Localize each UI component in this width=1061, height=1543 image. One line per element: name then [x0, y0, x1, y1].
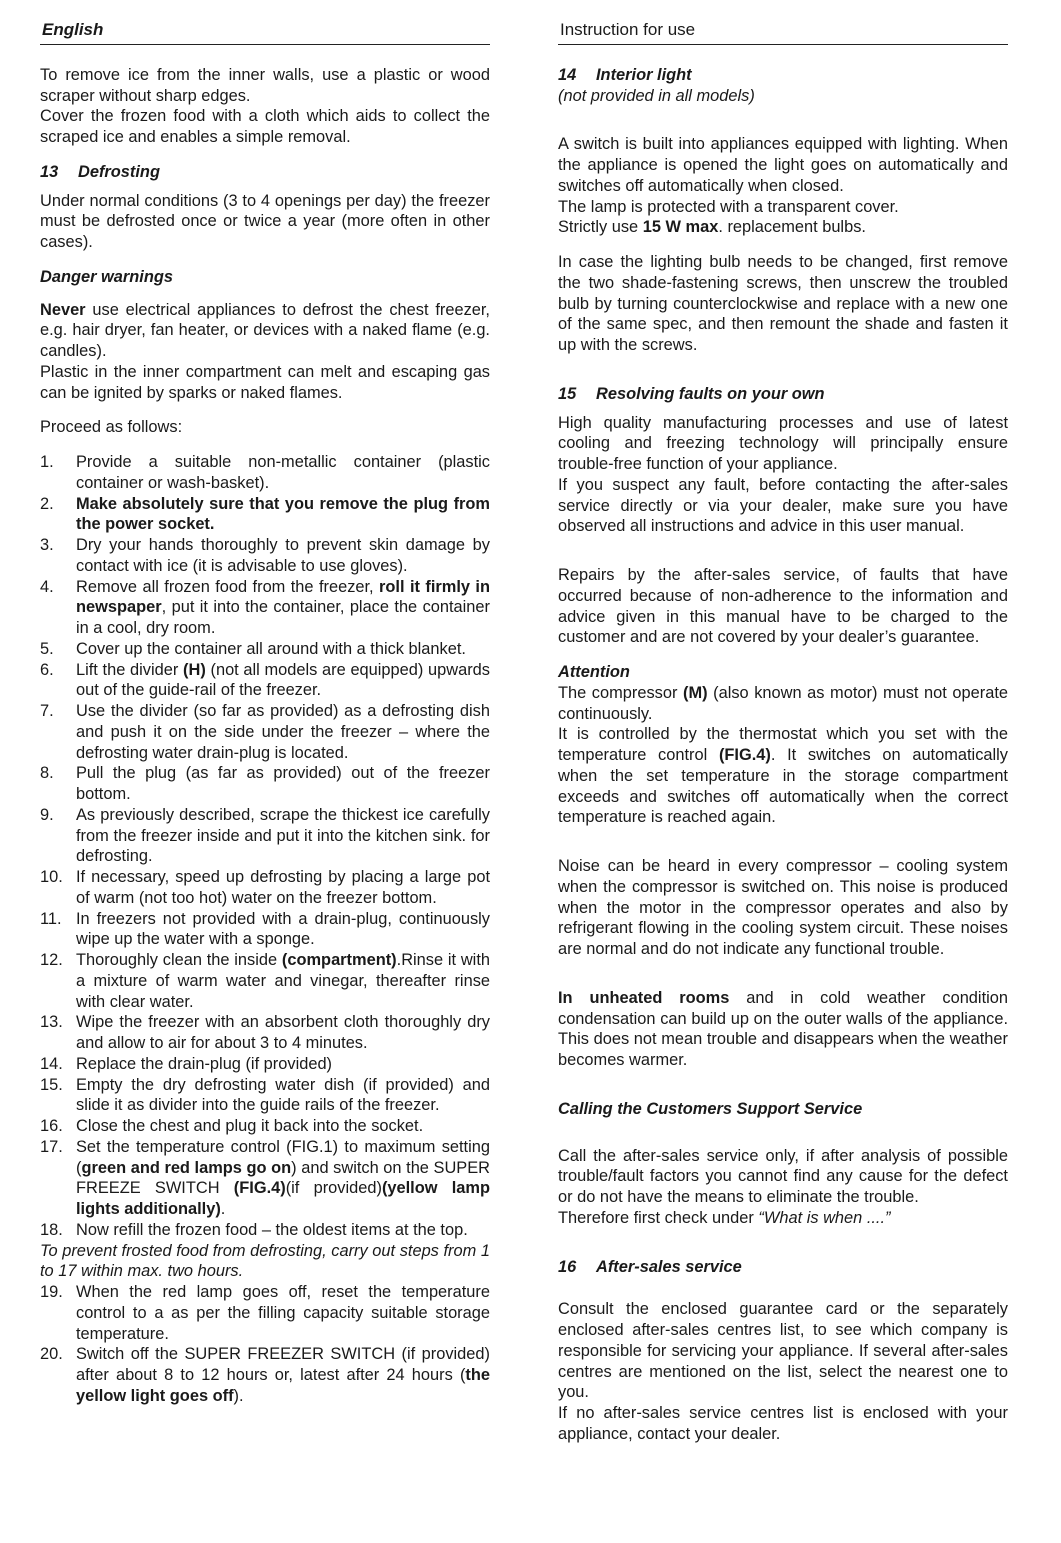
- paragraph: [558, 413, 1008, 475]
- section-heading: [40, 162, 490, 183]
- step-number: 17.: [40, 1137, 63, 1156]
- paragraph-group: [40, 417, 490, 438]
- step-number: 19.: [40, 1283, 63, 1301]
- list-item: [40, 1344, 490, 1406]
- text-run: Cover up the container all around with a thick blanket.: [76, 639, 466, 658]
- paragraph: [558, 683, 1008, 725]
- list-item: [40, 909, 490, 951]
- list-item: [40, 494, 490, 536]
- text-run: Wipe the freezer with an absorbent cloth thoroughly dry and allow to air for about 3 to 4 minutes.: [76, 1013, 490, 1052]
- text-run: Remove all frozen food from the freezer,: [76, 577, 380, 596]
- list-item: [40, 867, 490, 909]
- spacer: [558, 974, 1008, 988]
- bold-text: the yellow light goes off: [76, 1366, 490, 1405]
- section-number: 16: [558, 1257, 577, 1276]
- bold-text: (yellow lamp lights additionally): [76, 1179, 490, 1218]
- text-run: In case the lighting bulb needs to be changed, first remove the two shade-fastening screws, then unscrew the troubled bulb by turning counterclockwise and replace with a new one of the same spec, and then remount the shade and fasten it up with the screws.: [558, 253, 1008, 354]
- section-number: 13: [40, 162, 59, 181]
- text-run: . It switches on automatically when the set temperature in the storage compartment exceeds and switches off automatically when the correct temperature is reached again.: [558, 746, 1008, 827]
- bold-text: (H): [183, 660, 206, 679]
- text-run: Noise can be heard in every compressor – cooling system when the compressor is switched on. This noise is produced when the motor in the compressor operates and also by refrigerant flowing in the cooling system circuit. These noises are normal and do not indicate any functional trouble.: [558, 857, 1008, 958]
- text-run: Call the after-sales service only, if after analysis of possible trouble/fault factors you cannot find any cause for the defect or do not have the means to eliminate the trouble.: [558, 1146, 1008, 1206]
- page-header-title: Instruction for use: [558, 20, 1008, 45]
- list-item: [40, 1137, 490, 1220]
- text-run: .Rinse it with a mixture of warm water and vinegar, thereafter rinse with clear water.: [76, 951, 490, 1011]
- paragraph-group: [558, 683, 1008, 828]
- page-header-language: English: [40, 20, 490, 45]
- paragraph: [558, 134, 1008, 196]
- paragraph-group: [40, 191, 490, 253]
- bold-text: Make absolutely sure that you remove the plug from the power socket.: [76, 494, 490, 534]
- paragraph-group: [558, 413, 1008, 538]
- paragraph-group: [558, 1299, 1008, 1444]
- section-title: Interior light: [596, 65, 692, 84]
- list-item: [40, 763, 490, 805]
- paragraph: [558, 86, 1008, 107]
- bold-text: Never: [40, 300, 86, 319]
- text-run: Plastic in the inner compartment can melt and escaping gas can be ignited by sparks or naked flames.: [40, 362, 490, 402]
- spacer: [558, 120, 1008, 134]
- paragraph-group: [40, 65, 490, 148]
- text-run: Lift the divider: [76, 660, 184, 679]
- paragraph-group: [558, 988, 1008, 1071]
- right-column: [558, 20, 1008, 1459]
- list-item: [40, 452, 490, 494]
- list-item: [40, 1075, 490, 1117]
- text-run: In freezers not provided with a drain-plug, continuously wipe up the water with a sponge.: [76, 909, 490, 949]
- paragraph: [40, 417, 490, 438]
- list-item: [40, 701, 490, 763]
- step-number: 11.: [40, 909, 62, 928]
- text-run: The compressor: [558, 683, 683, 702]
- text-run: As previously described, scrape the thickest ice carefully from the freezer inside and put it into the kitchen sink. for defrosting.: [76, 805, 490, 866]
- subheading: Calling the Customers Support Service: [558, 1099, 863, 1118]
- text-run: .: [220, 1200, 226, 1218]
- paragraph-group: [558, 1146, 1008, 1229]
- text-run: Thoroughly clean the inside: [76, 951, 282, 969]
- left-column: [40, 20, 490, 1407]
- list-item: [40, 639, 490, 660]
- paragraph: [558, 252, 1008, 356]
- bold-text: (compartment): [281, 951, 397, 969]
- text-run: When the red lamp goes off, reset the temperature control to a as per the filling capacity suitable storage temperature.: [76, 1283, 490, 1343]
- text-run: Use the divider (so far as provided) as a defrosting dish and push it on the side under the freezer – where the defrosting water drain-plug is located.: [76, 702, 490, 762]
- paragraph-group: [558, 86, 1008, 107]
- text-run: use electrical appliances to defrost the chest freezer, e.g. hair dryer, fan heater, or devices with a naked flame (e.g. candles).: [40, 300, 490, 360]
- paragraph: [558, 197, 1008, 218]
- list-item: [40, 1282, 490, 1344]
- paragraph-group: [40, 300, 490, 404]
- step-number: 18.: [40, 1220, 63, 1239]
- list-note: [40, 1241, 490, 1283]
- paragraph-group: [558, 565, 1008, 648]
- bold-text: 15 W max: [642, 218, 719, 237]
- list-item: [40, 805, 490, 867]
- section-title: After-sales service: [596, 1257, 742, 1276]
- paragraph: [558, 1299, 1008, 1403]
- text-run: It is controlled by the thermostat which you set with the temperature control: [558, 725, 1008, 764]
- text-run: Switch off the SUPER FREEZER SWITCH (if provided) after about 8 to 12 hours or, latest after 24 hours (: [76, 1345, 490, 1384]
- step-number: 10.: [40, 868, 63, 886]
- text-run: Provide a suitable non-metallic container (plastic container or wash-basket).: [76, 453, 490, 492]
- step-number: 20.: [40, 1345, 63, 1364]
- instruction-steps-list: [40, 452, 490, 1407]
- spacer: [558, 1285, 1008, 1299]
- text-run: To remove ice from the inner walls, use a plastic or wood scraper without sharp edges.: [40, 65, 490, 105]
- text-run: Proceed as follows:: [40, 418, 183, 437]
- text-run: Set the temperature control (FIG.1) to maximum setting (: [76, 1137, 490, 1177]
- text-run: and in cold weather condition condensation can build up on the outer walls of the appliance. This does not mean trouble and disappears when the weather becomes warmer.: [558, 988, 1008, 1069]
- text-run: Under normal conditions (3 to 4 openings per day) the freezer must be defrosted once or twice a year (more often in other cases).: [40, 191, 490, 251]
- paragraph: [558, 724, 1008, 828]
- paragraph: [40, 300, 490, 362]
- paragraph: [40, 106, 490, 148]
- paragraph: [558, 988, 1008, 1071]
- list-item: [40, 1012, 490, 1054]
- text-run: Now refill the frozen food – the oldest items at the top.: [76, 1220, 468, 1239]
- text-run: . replacement bulbs.: [718, 218, 866, 237]
- step-number: 6.: [40, 660, 54, 679]
- list-item: [40, 1116, 490, 1137]
- right-column-body: [558, 65, 1008, 1445]
- bold-text: green and red lamps go on: [81, 1158, 292, 1177]
- paragraph: [558, 856, 1008, 960]
- text-run: ).: [233, 1386, 244, 1405]
- section-heading: [558, 1257, 1008, 1278]
- subheading: Attention: [558, 663, 630, 681]
- paragraph: [558, 475, 1008, 537]
- text-run: To prevent frosted food from defrosting, carry out steps from 1 to 17 within max. two hours.: [40, 1241, 490, 1281]
- spacer: [558, 370, 1008, 384]
- spacer: [558, 842, 1008, 856]
- step-number: 15.: [40, 1075, 63, 1094]
- list-item: [40, 660, 490, 702]
- step-number: 13.: [40, 1013, 63, 1032]
- paragraph: [558, 1208, 1008, 1229]
- section-title: Resolving faults on your own: [596, 384, 825, 403]
- bold-text: roll it firmly in newspaper: [76, 577, 490, 617]
- step-number: 5.: [40, 639, 54, 658]
- left-column-body: [40, 65, 490, 1407]
- text-run: Dry your hands thoroughly to prevent skin damage by contact with ice (it is advisable to use gloves).: [76, 536, 490, 575]
- text-run: Close the chest and plug it back into the socket.: [76, 1117, 424, 1135]
- step-number: 14.: [40, 1054, 63, 1073]
- paragraph: [558, 1146, 1008, 1208]
- bold-text: (M): [683, 683, 708, 702]
- section-number: 14: [558, 65, 577, 84]
- subheading: Danger warnings: [40, 267, 173, 286]
- step-number: 4.: [40, 577, 54, 596]
- spacer: [558, 551, 1008, 565]
- text-run: (if provided): [285, 1179, 382, 1198]
- paragraph: [558, 565, 1008, 648]
- paragraph: [40, 362, 490, 404]
- spacer: [558, 1132, 1008, 1146]
- text-run: If necessary, speed up defrosting by placing a large pot of warm (not too hot) water on the freezer bottom.: [76, 868, 490, 907]
- text-run: Therefore first check under: [558, 1208, 759, 1227]
- text-run: If you suspect any fault, before contacting the after-sales service directly or via your dealer, make sure you have observed all instructions and advice in this user manual.: [558, 475, 1008, 536]
- list-item: [40, 535, 490, 577]
- text-run: (also known as motor) must not operate continuously.: [558, 683, 1008, 723]
- step-number: 1.: [40, 453, 54, 471]
- step-number: 3.: [40, 536, 54, 554]
- spacer: [558, 1085, 1008, 1099]
- paragraph: [558, 1403, 1008, 1445]
- section-title: Defrosting: [78, 162, 160, 181]
- step-number: 12.: [40, 951, 63, 969]
- section-number: 15: [558, 384, 577, 403]
- text-run: Consult the enclosed guarantee card or the separately enclosed after-sales centres list, to see which company is responsible for servicing your appliance. If several after-sales centres are mentioned on the list, select the nearest one to you.: [558, 1300, 1008, 1402]
- text-run: Repairs by the after-sales service, of faults that have occurred because of non-adherence to the information and advice given in this manual have to be charged to the customer and are not covered by your dealer’s guarantee.: [558, 566, 1008, 647]
- text-run: Pull the plug (as far as provided) out of the freezer bottom.: [76, 764, 490, 803]
- section-heading: [558, 65, 1008, 86]
- paragraph-group: [558, 134, 1008, 238]
- spacer: [558, 1243, 1008, 1257]
- paragraph-group: [558, 856, 1008, 960]
- text-run: A switch is built into appliances equipped with lighting. When the appliance is opened the light goes on automatically and switches off automatically when closed.: [558, 135, 1008, 195]
- list-item: [40, 950, 490, 1012]
- list-item: [40, 1220, 490, 1241]
- step-number: 16.: [40, 1117, 63, 1135]
- text-run: ) and switch on the SUPER FREEZE SWITCH: [76, 1158, 490, 1198]
- text-run: High quality manufacturing processes and use of latest cooling and freezing technology will principally ensure trouble-free function of your appliance.: [558, 413, 1008, 473]
- paragraph: [40, 65, 490, 107]
- step-number: 9.: [40, 805, 54, 824]
- step-number: 2.: [40, 494, 54, 513]
- bold-text: (FIG.4): [233, 1179, 286, 1198]
- step-number: 8.: [40, 764, 54, 783]
- italic-text: “What is when ....”: [758, 1208, 891, 1227]
- text-run: (not all models are equipped) upwards out of the guide-rail of the freezer.: [76, 660, 490, 700]
- text-run: , put it into the container, place the container in a cool, dry room.: [76, 598, 490, 637]
- bold-text: In unheated rooms: [558, 988, 730, 1007]
- text-run: Strictly use: [558, 218, 643, 237]
- step-number: 7.: [40, 702, 54, 720]
- text-run: If no after-sales service centres list is enclosed with your appliance, contact your dealer.: [558, 1404, 1008, 1443]
- text-run: Cover the frozen food with a cloth which aids to collect the scraped ice and enables a simple removal.: [40, 107, 490, 146]
- paragraph: [40, 191, 490, 253]
- list-item: [40, 577, 490, 639]
- paragraph-group: [558, 252, 1008, 356]
- list-item: [40, 1054, 490, 1075]
- text-run: Replace the drain-plug (if provided): [76, 1054, 333, 1073]
- text-run: Empty the dry defrosting water dish (if provided) and slide it as divider into the guide rails of the freezer.: [76, 1075, 490, 1115]
- bold-text: (FIG.4): [718, 746, 771, 764]
- section-heading: [558, 384, 1008, 405]
- italic-text: (not provided in all models): [558, 86, 755, 105]
- paragraph: [558, 217, 1008, 238]
- text-run: The lamp is protected with a transparent cover.: [558, 197, 899, 216]
